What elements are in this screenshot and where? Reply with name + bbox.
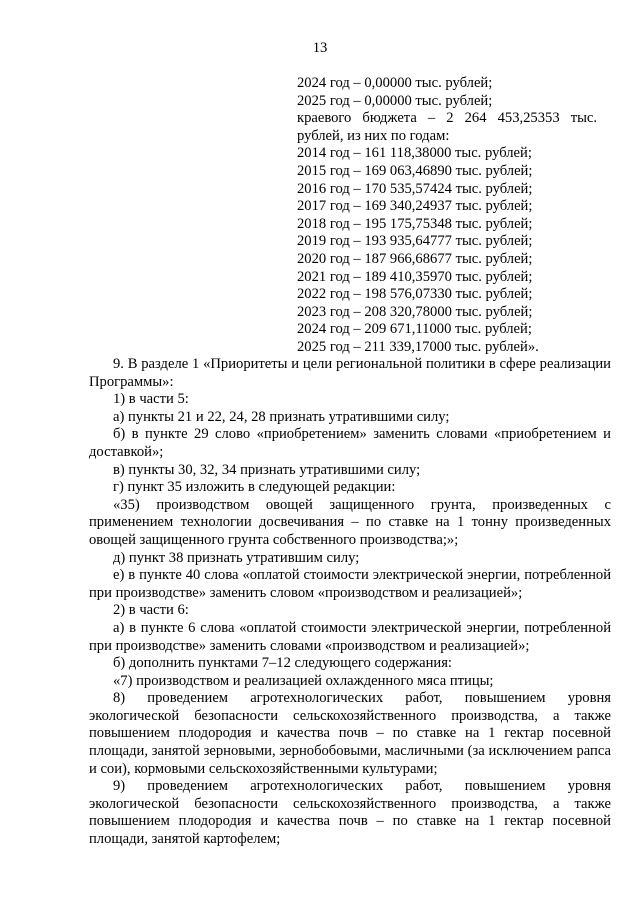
part-6-item-a: а) в пункте 6 слова «оплатой стоимости электрической энергии, потребленной при производстве» заменить словами «производством и реализацией»;: [89, 619, 611, 654]
regional-year-2020: 2020 год – 187 966,68677 тыс. рублей;: [297, 250, 533, 267]
part-5-item-a: а) пункты 21 и 22, 24, 28 признать утратившими силу;: [113, 408, 450, 425]
regional-year-2021: 2021 год – 189 410,35970 тыс. рублей;: [297, 268, 533, 285]
budget-line-2025: 2025 год – 0,00000 тыс. рублей;: [297, 92, 493, 109]
regional-year-2014: 2014 год – 161 118,38000 тыс. рублей;: [297, 145, 532, 162]
item-9-text: 9) проведением агротехнологических работ, повышением уровня экологической безопасности сельскохозяйственного производства, а также повышением плодородия и качества почв – по ставке на 1 гектар посевной площади, занятой картофелем;: [89, 778, 611, 848]
regional-year-2015: 2015 год – 169 063,46890 тыс. рублей;: [297, 162, 533, 179]
regional-year-2025: 2025 год – 211 339,17000 тыс. рублей».: [297, 338, 539, 355]
regional-budget-line: краевого бюджета – 2 264 453,25353 тыс.: [297, 110, 597, 127]
part-5-item-b: б) в пункте 29 слово «приобретением» заменить словами «приобретением и доставкой»;: [89, 426, 611, 460]
part-5-heading: 1) в части 5:: [113, 391, 189, 408]
regional-year-2016: 2016 год – 170 535,57424 тыс. рублей;: [297, 180, 533, 197]
budget-block: [297, 75, 597, 357]
document-body: [89, 356, 611, 849]
regional-budget-years-intro: рублей, из них по годам:: [297, 127, 450, 144]
part-6-heading: 2) в части 6:: [113, 602, 189, 619]
part-5-item-e: е) в пункте 40 слова «оплатой стоимости электрической энергии, потребленной при производстве» заменить словом «производством и реализацией»;: [89, 567, 611, 601]
paragraph-9: 9. В разделе 1 «Приоритеты и цели региональной политики в сфере реализации Программы»:: [89, 356, 611, 390]
part-5-item-v: в) пункты 30, 32, 34 признать утратившими силу;: [113, 461, 421, 478]
regional-year-2023: 2023 год – 208 320,78000 тыс. рублей;: [297, 303, 533, 320]
regional-year-2017: 2017 год – 169 340,24937 тыс. рублей;: [297, 198, 533, 215]
regional-year-2019: 2019 год – 193 935,64777 тыс. рублей;: [297, 233, 533, 250]
item-8-text: 8) проведением агротехнологических работ, повышением уровня экологической безопасности сельскохозяйственного производства, а также повышением плодородия и качества почв – по ставке на 1 гектар посевной площади, занятой зерновыми, зернобобовыми, масличными (за исключением рапса и сои), кормовыми сельскохозяйственными культурами;: [89, 690, 611, 777]
part-5-item-d: д) пункт 38 признать утратившим силу;: [113, 549, 360, 566]
regional-year-2018: 2018 год – 195 175,75348 тыс. рублей;: [297, 215, 533, 232]
item-35-text: «35) производством овощей защищенного грунта, произведенных с применением технологии досвечивания – по ставке на 1 тонну произведенных овощей защищенного грунта собственного производства;»;: [89, 496, 611, 548]
part-5-item-g: г) пункт 35 изложить в следующей редакции:: [113, 479, 396, 496]
item-7-text: «7) производством и реализацией охлажденного мяса птицы;: [113, 672, 494, 689]
regional-year-2024: 2024 год – 209 671,11000 тыс. рублей;: [297, 321, 532, 338]
page-number: 13: [312, 40, 328, 56]
regional-year-2022: 2022 год – 198 576,07330 тыс. рублей;: [297, 286, 533, 303]
part-6-item-b: б) дополнить пунктами 7–12 следующего содержания:: [113, 655, 452, 672]
budget-line-2024: 2024 год – 0,00000 тыс. рублей;: [297, 75, 493, 91]
